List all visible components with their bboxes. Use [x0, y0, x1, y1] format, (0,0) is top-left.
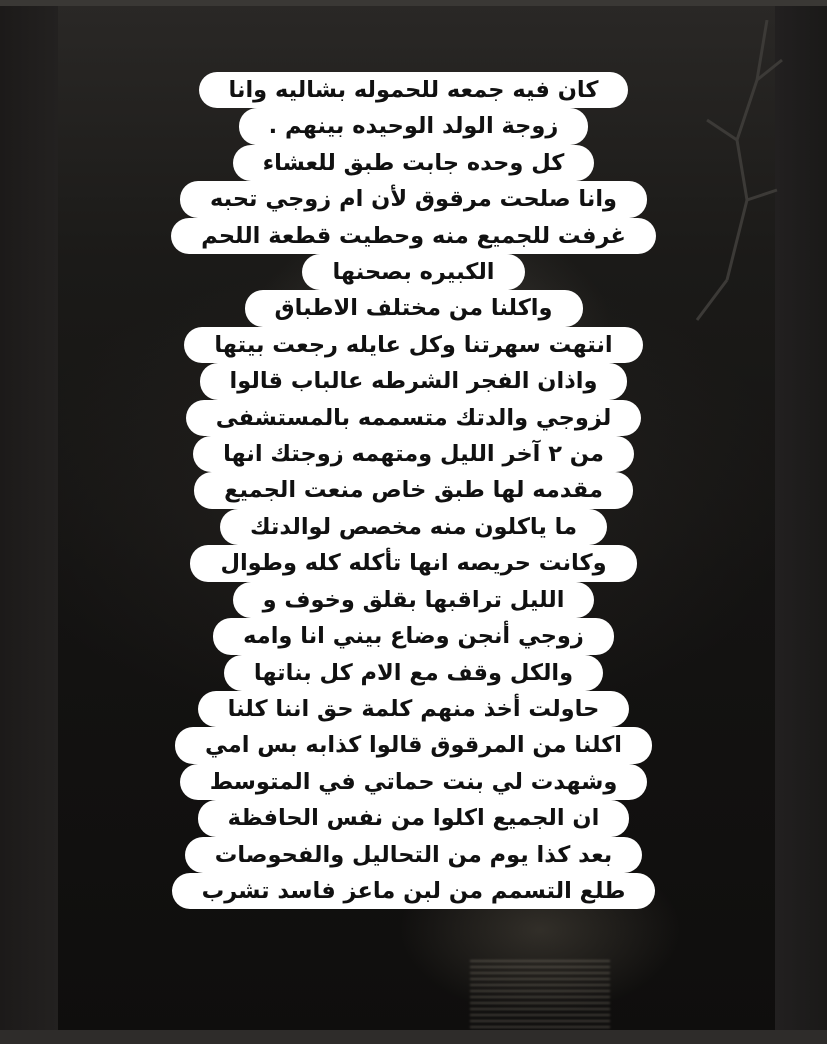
story-line: بعد كذا يوم من التحاليل والفحوصات [185, 837, 643, 873]
bottom-border [0, 1030, 827, 1044]
story-line: زوجة الولد الوحيده بينهم . [239, 108, 589, 144]
story-line: غرفت للجميع منه وحطيت قطعة اللحم [171, 218, 656, 254]
light-reflection-decoration [470, 960, 610, 1030]
story-line: ان الجميع اكلوا من نفس الحافظة [198, 800, 630, 836]
story-line: لزوجي والدتك متسممه بالمستشفى [186, 400, 642, 436]
story-line: وكانت حريصه انها تأكله كله وطوال [190, 545, 636, 581]
story-line: الكبيره بصحنها [302, 254, 524, 290]
story-line: ما ياكلون منه مخصص لوالدتك [220, 509, 607, 545]
story-line: طلع التسمم من لبن ماعز فاسد تشرب [172, 873, 656, 909]
story-line: انتهت سهرتنا وكل عايله رجعت بيتها [184, 327, 642, 363]
story-line: الليل تراقبها بقلق وخوف و [233, 582, 595, 618]
story-line: واكلنا من مختلف الاطباق [245, 290, 583, 326]
top-border [0, 0, 827, 6]
story-line: وشهدت لي بنت حماتي في المتوسط [180, 764, 648, 800]
story-line: والكل وقف مع الام كل بناتها [224, 655, 603, 691]
story-line: حاولت أخذ منهم كلمة حق اننا كلنا [198, 691, 630, 727]
story-line: واذان الفجر الشرطه عالباب قالوا [200, 363, 628, 399]
story-text-block [0, 72, 827, 909]
story-line: كل وحده جابت طبق للعشاء [233, 145, 595, 181]
story-line: زوجي أنجن وضاع بيني انا وامه [213, 618, 614, 654]
story-line: كان فيه جمعه للحموله بشاليه وانا [199, 72, 629, 108]
story-line: وانا صلحت مرقوق لأن ام زوجي تحبه [180, 181, 647, 217]
story-line: مقدمه لها طبق خاص منعت الجميع [194, 472, 633, 508]
story-line: من ٢ آخر الليل ومتهمه زوجتك انها [193, 436, 634, 472]
story-line: اكلنا من المرقوق قالوا كذابه بس امي [175, 727, 652, 763]
